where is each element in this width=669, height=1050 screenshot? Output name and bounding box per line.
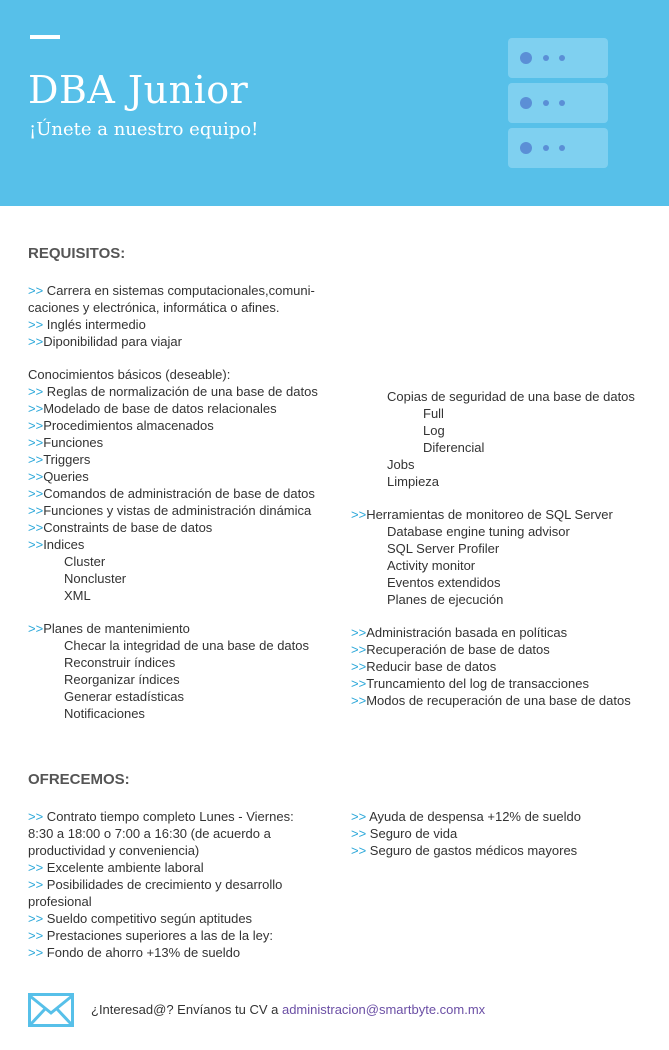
list-item xyxy=(351,439,635,456)
list-item-text: Diponibilidad para viajar xyxy=(43,334,182,349)
list-item xyxy=(28,536,318,553)
arrow-bullet-icon: >> xyxy=(28,418,44,433)
arrow-bullet-icon: >> xyxy=(351,676,367,691)
list-item xyxy=(351,641,635,658)
list-item xyxy=(28,366,318,383)
list-item-text: Funciones xyxy=(43,435,104,450)
list-item-text: productividad y conveniencia) xyxy=(28,843,200,858)
arrow-bullet-icon: >> xyxy=(28,469,44,484)
list-item-text: Activity monitor xyxy=(387,558,476,573)
list-item-text: Copias de seguridad de una base de datos xyxy=(387,389,635,404)
list-item-text: Full xyxy=(423,406,444,421)
list-item xyxy=(351,473,635,490)
ofrecemos-left-list xyxy=(28,808,294,961)
list-item-text: Excelente ambiente laboral xyxy=(43,860,204,875)
list-item xyxy=(351,422,635,439)
arrow-bullet-icon: >> xyxy=(351,507,367,522)
list-item xyxy=(28,876,294,893)
list-item xyxy=(28,859,294,876)
list-item xyxy=(28,637,318,654)
arrow-bullet-icon: >> xyxy=(28,486,44,501)
list-item xyxy=(28,383,318,400)
arrow-bullet-icon: >> xyxy=(28,435,44,450)
arrow-bullet-icon: >> xyxy=(351,625,367,640)
list-item-text: Cluster xyxy=(64,554,106,569)
list-item-text: Generar estadísticas xyxy=(64,689,184,704)
list-item xyxy=(28,502,318,519)
list-item-text: Prestaciones superiores a las de la ley: xyxy=(43,928,273,943)
list-item xyxy=(28,485,318,502)
page-subtitle: ¡Únete a nuestro equipo! xyxy=(29,119,259,140)
requisitos-left-list xyxy=(28,282,318,722)
mail-icon xyxy=(28,993,74,1027)
list-item xyxy=(28,705,318,722)
arrow-bullet-icon: >> xyxy=(28,503,44,518)
list-spacer xyxy=(351,490,635,506)
arrow-bullet-icon: >> xyxy=(351,659,367,674)
list-item xyxy=(351,842,581,859)
list-item-text: 8:30 a 18:00 o 7:00 a 16:30 (de acuerdo a xyxy=(28,826,271,841)
list-item xyxy=(351,405,635,422)
list-item xyxy=(28,808,294,825)
arrow-bullet-icon: >> xyxy=(28,317,44,332)
list-item-text: Notificaciones xyxy=(64,706,145,721)
list-item-text: Posibilidades de crecimiento y desarrollo xyxy=(43,877,283,892)
list-item-text: Carrera en sistemas computacionales,comuni- xyxy=(43,283,315,298)
contact-email-link[interactable]: administracion@smartbyte.com.mx xyxy=(281,1002,486,1017)
arrow-bullet-icon: >> xyxy=(28,945,44,960)
list-item-text: Planes de ejecución xyxy=(387,592,504,607)
server-stack-icon xyxy=(508,38,608,173)
list-item-text: Ayuda de despensa +12% de sueldo xyxy=(366,809,581,824)
list-item-text: XML xyxy=(64,588,91,603)
contact-line xyxy=(91,1002,485,1017)
list-item-text: Reducir base de datos xyxy=(366,659,497,674)
contact-text: ¿Interesad@? Envíanos tu CV a xyxy=(91,1002,282,1017)
list-item xyxy=(28,927,294,944)
list-item-text: caciones y electrónica, informática o afines. xyxy=(28,300,280,315)
list-item xyxy=(351,658,635,675)
list-item-text: Funciones y vistas de administración dinámica xyxy=(43,503,312,518)
list-item-text: Queries xyxy=(43,469,89,484)
arrow-bullet-icon: >> xyxy=(351,826,367,841)
list-item xyxy=(28,842,294,859)
list-item xyxy=(28,333,318,350)
list-item-text: Contrato tiempo completo Lunes - Viernes: xyxy=(43,809,294,824)
server-unit xyxy=(508,83,608,123)
arrow-bullet-icon: >> xyxy=(28,911,44,926)
arrow-bullet-icon: >> xyxy=(28,520,44,535)
list-item-text: Recuperación de base de datos xyxy=(366,642,550,657)
arrow-bullet-icon: >> xyxy=(28,384,44,399)
list-item xyxy=(28,944,294,961)
requisitos-right-list xyxy=(351,388,635,709)
list-item-text: Noncluster xyxy=(64,571,127,586)
list-item xyxy=(28,451,318,468)
list-item-text: Modelado de base de datos relacionales xyxy=(43,401,277,416)
list-item-text: SQL Server Profiler xyxy=(387,541,500,556)
list-spacer xyxy=(351,608,635,624)
list-item-text: Reorganizar índices xyxy=(64,672,180,687)
header-banner xyxy=(0,0,669,206)
arrow-bullet-icon: >> xyxy=(28,809,44,824)
list-item-text: Sueldo competitivo según aptitudes xyxy=(43,911,253,926)
list-item xyxy=(351,825,581,842)
list-item xyxy=(28,825,294,842)
list-item-text: Triggers xyxy=(43,452,91,467)
list-item xyxy=(28,688,318,705)
list-item xyxy=(351,557,635,574)
list-item xyxy=(351,675,635,692)
list-spacer xyxy=(28,350,318,366)
list-item xyxy=(28,587,318,604)
list-item xyxy=(28,553,318,570)
list-item-text: profesional xyxy=(28,894,92,909)
ofrecemos-right-list xyxy=(351,808,581,859)
list-item-text: Fondo de ahorro +13% de sueldo xyxy=(43,945,241,960)
list-item-text: Administración basada en políticas xyxy=(366,625,568,640)
list-item xyxy=(28,620,318,637)
list-item-text: Herramientas de monitoreo de SQL Server xyxy=(366,507,613,522)
list-item-text: Reglas de normalización de una base de datos xyxy=(43,384,318,399)
arrow-bullet-icon: >> xyxy=(28,334,44,349)
list-item xyxy=(351,540,635,557)
list-item-text: Diferencial xyxy=(423,440,485,455)
server-unit xyxy=(508,38,608,78)
list-item-text: Conocimientos básicos (deseable): xyxy=(28,367,231,382)
list-item xyxy=(28,400,318,417)
list-item-text: Planes de mantenimiento xyxy=(43,621,190,636)
arrow-bullet-icon: >> xyxy=(28,860,44,875)
list-item xyxy=(28,282,318,299)
list-item xyxy=(28,893,294,910)
arrow-bullet-icon: >> xyxy=(28,283,44,298)
arrow-bullet-icon: >> xyxy=(351,693,367,708)
arrow-bullet-icon: >> xyxy=(28,877,44,892)
list-item xyxy=(351,692,635,709)
list-item-text: Database engine tuning advisor xyxy=(387,524,570,539)
list-item-text: Indices xyxy=(43,537,85,552)
list-item xyxy=(28,434,318,451)
list-item-text: Constraints de base de datos xyxy=(43,520,213,535)
arrow-bullet-icon: >> xyxy=(28,452,44,467)
list-item-text: Reconstruir índices xyxy=(64,655,176,670)
arrow-bullet-icon: >> xyxy=(351,843,367,858)
list-item-text: Comandos de administración de base de datos xyxy=(43,486,315,501)
list-item xyxy=(351,523,635,540)
list-item xyxy=(351,388,635,405)
list-item xyxy=(351,624,635,641)
list-item xyxy=(28,570,318,587)
list-item xyxy=(28,417,318,434)
list-item-text: Limpieza xyxy=(387,474,440,489)
list-spacer xyxy=(28,604,318,620)
arrow-bullet-icon: >> xyxy=(28,928,44,943)
list-item xyxy=(28,468,318,485)
list-item-text: Jobs xyxy=(387,457,415,472)
list-item-text: Inglés intermedio xyxy=(43,317,146,332)
list-item-text: Modos de recuperación de una base de datos xyxy=(366,693,631,708)
page-title: DBA Junior xyxy=(28,68,249,112)
list-item-text: Seguro de gastos médicos mayores xyxy=(366,843,578,858)
list-item xyxy=(351,591,635,608)
list-item xyxy=(351,506,635,523)
arrow-bullet-icon: >> xyxy=(28,401,44,416)
ofrecemos-heading: OFRECEMOS: xyxy=(28,771,130,788)
list-item xyxy=(28,316,318,333)
list-item xyxy=(351,456,635,473)
list-item xyxy=(28,519,318,536)
list-item xyxy=(28,654,318,671)
list-item xyxy=(351,574,635,591)
list-item-text: Truncamiento del log de transacciones xyxy=(366,676,589,691)
server-unit xyxy=(508,128,608,168)
list-item-text: Procedimientos almacenados xyxy=(43,418,214,433)
list-item xyxy=(28,671,318,688)
arrow-bullet-icon: >> xyxy=(351,809,367,824)
requisitos-heading: REQUISITOS: xyxy=(28,245,126,262)
list-item xyxy=(28,299,318,316)
header-accent-bar xyxy=(30,35,60,39)
list-item-text: Eventos extendidos xyxy=(387,575,501,590)
arrow-bullet-icon: >> xyxy=(28,621,44,636)
arrow-bullet-icon: >> xyxy=(351,642,367,657)
arrow-bullet-icon: >> xyxy=(28,537,44,552)
list-item-text: Checar la integridad de una base de datos xyxy=(64,638,310,653)
list-item-text: Log xyxy=(423,423,445,438)
list-item xyxy=(28,910,294,927)
list-item xyxy=(351,808,581,825)
list-item-text: Seguro de vida xyxy=(366,826,458,841)
